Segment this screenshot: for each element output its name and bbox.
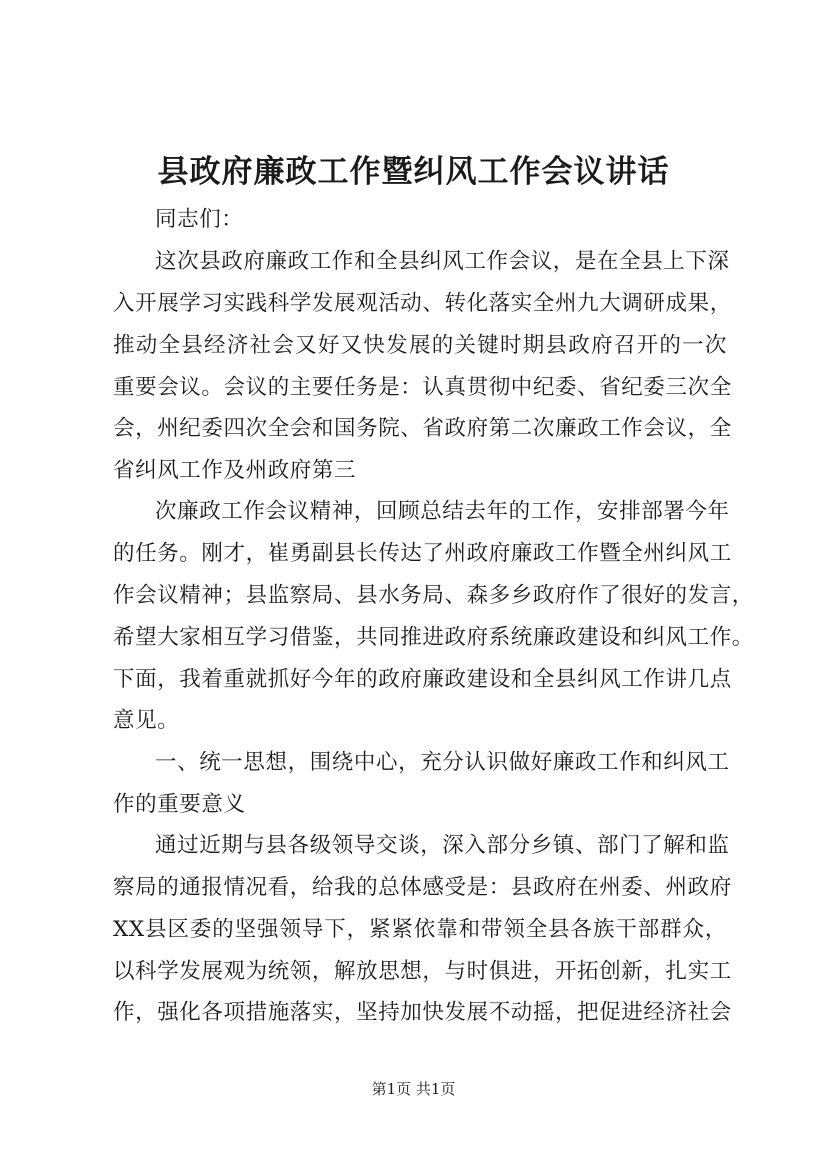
body-line: 希望大家相互学习借鉴，共同推进政府系统廉政建设和纠风工作。 [113,625,754,650]
body-line: 下面，我着重就抓好今年的政府廉政建设和全县纠风工作讲几点 [113,667,732,692]
body-line: 会，州纪委四次全会和国务院、省政府第二次廉政工作会议，全 [113,416,732,441]
body-line: 入开展学习实践科学发展观活动、转化落实全州九大调研成果， [113,291,732,316]
section-heading-line: 一、统一思想，围绕中心，充分认识做好廉政工作和纠风工 [155,750,730,775]
section-heading-line: 作的重要意义 [113,792,246,817]
body-line: 次廉政工作会议精神，回顾总结去年的工作，安排部署今年 [155,499,730,524]
body-line: 这次县政府廉政工作和全县纠风工作会议，是在全县上下深 [155,249,730,274]
salutation: 同志们： [155,207,244,232]
body-line: 作会议精神；县监察局、县水务局、森多乡政府作了很好的发言， [113,583,754,608]
body-line: 以科学发展观为统领，解放思想，与时俱进，开拓创新，扎实工 [113,959,732,984]
body-line: 作，强化各项措施落实，坚持加快发展不动摇，把促进经济社会 [113,1000,732,1025]
body-line: 的任务。刚才，崔勇副县长传达了州政府廉政工作暨全州纠风工 [113,541,732,566]
body-line: 推动全县经济社会又好又快发展的关键时期县政府召开的一次 [113,333,727,358]
page-footer: 第1页 共1页 [371,1080,456,1098]
body-line: 重要会议。会议的主要任务是：认真贯彻中纪委、省纪委三次全 [113,375,732,400]
document-title: 县政府廉政工作暨纠风工作会议讲话 [157,154,670,190]
body-line: 通过近期与县各级领导交谈，深入部分乡镇、部门了解和监 [155,833,730,858]
body-line: 意见。 [113,708,180,733]
body-line: 察局的通报情况看，给我的总体感受是：县政府在州委、州政府 [113,875,732,900]
body-line: 省纠风工作及州政府第三 [113,458,357,483]
body-line: XX县区委的坚强领导下，紧紧依靠和带领全县各族干部群众， [113,917,727,942]
